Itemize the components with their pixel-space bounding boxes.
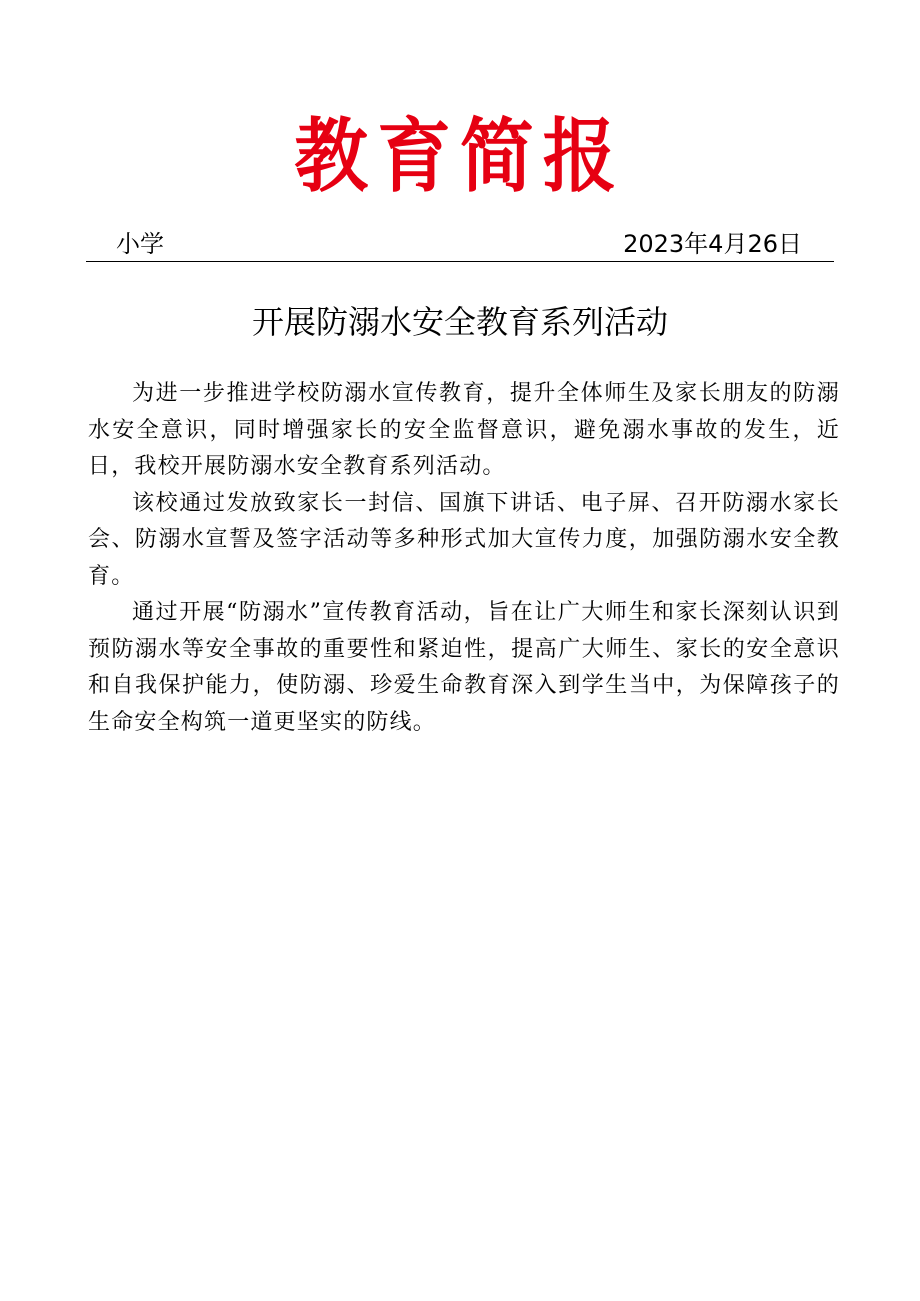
- article-title: 开展防溺水安全教育系列活动: [251, 303, 668, 341]
- article-paragraph: 通过开展“防溺水”宣传教育活动，旨在让广大师生和家长深刻认识到预防溺水等安全事故的重要性和紧迫性，提高广大师生、家长的安全意识和自我保护能力，使防溺、珍爱生命教育深入到学生当中，为保障孩子的生命安全构筑一道更坚实的防线。: [88, 600, 840, 735]
- article-paragraph: 为进一步推进学校防溺水宣传教育，提升全体师生及家长朋友的防溺水安全意识，同时增强家长的安全监督意识，避免溺水事故的发生，近日，我校开展防溺水安全教育系列活动。: [88, 381, 840, 479]
- masthead-title: 教育简报: [294, 109, 626, 203]
- article-body: [88, 376, 840, 741]
- school-name: 小学: [116, 230, 164, 258]
- issue-date: 2023年4月26日: [623, 230, 802, 258]
- article-paragraph: 该校通过发放致家长一封信、国旗下讲话、电子屏、召开防溺水家长会、防溺水宣誓及签字活动等多种形式加大宣传力度，加强防溺水安全教育。: [88, 490, 840, 589]
- header-meta-row: [86, 229, 834, 262]
